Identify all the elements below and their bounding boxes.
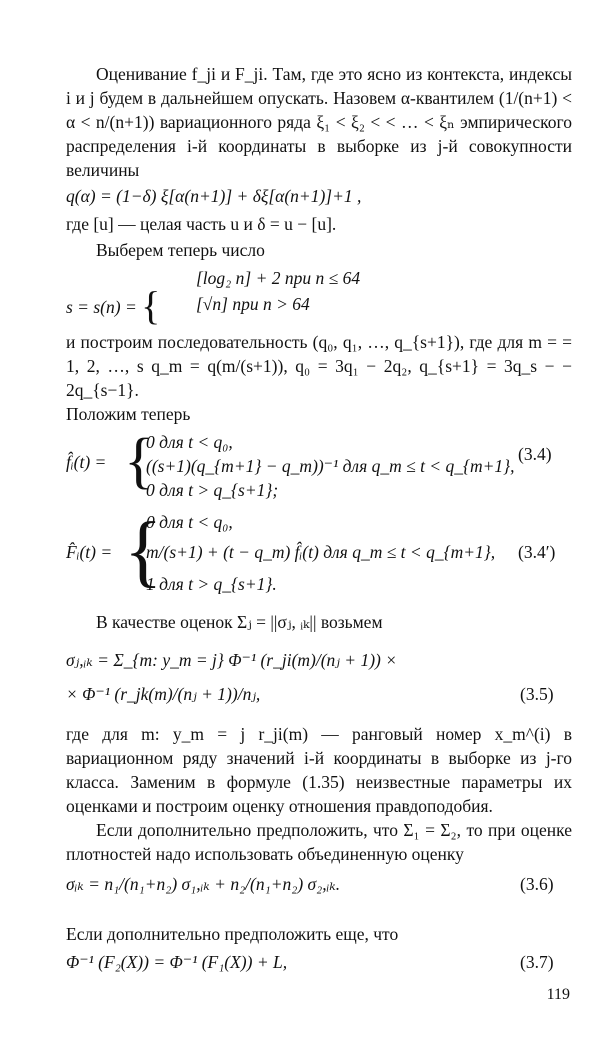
s-definition: s = s(n) = { [log₂ n] + 2 при n ≤ 64 [√n] при n > 64	[66, 268, 361, 328]
now-put-text: Положим теперь	[66, 404, 191, 424]
intro-paragraph	[66, 62, 572, 182]
rank-paragraph	[66, 722, 572, 866]
sequence-text: и построим последовательность (q₀, q₁, …, q_{s+1}), где для m = = 1, 2, …, s q_m = q(m/(s+1)), q₀ = 3q₁ − 2q₂, q_{s+1} = 3q_s − − 2q_{s−1}.	[66, 332, 572, 400]
sequence-paragraph	[66, 330, 572, 426]
eq34-lhs: f̂ᵢ(t) =	[66, 452, 107, 472]
page-number: 119	[546, 986, 570, 1003]
eq34p-lhs: F̂ᵢ(t) =	[66, 542, 113, 562]
eq34p-case1: 0 для t < q₀,	[146, 512, 233, 532]
integer-part-note: где [u] — целая часть u и δ = u − [u].	[66, 214, 337, 234]
quantile-formula: q(α) = (1−δ) ξ[α(n+1)] + δξ[α(n+1)]+1 ,	[66, 186, 362, 206]
eq34-case3: 0 для t > q_{s+1};	[146, 480, 279, 500]
eq35-number: (3.5)	[520, 684, 554, 704]
assumption-text: Если дополнительно предположить, что Σ₁ = Σ₂, то при оценке плотностей надо использовать объединенную оценку	[66, 820, 572, 864]
eq36-number: (3.6)	[520, 874, 554, 894]
rank-text: где для m: y_m = j r_ji(m) — ранговый номер x_m^(i) в вариационном ряду значений i-й координаты в выборке из j-го класса. Заменим в формуле (1.35) неизвестные параметры их оценками и построим оценку отношения правдоподобия.	[66, 724, 572, 816]
eq34p-case3: 1 для t > q_{s+1}.	[146, 574, 277, 594]
s-def-lhs: s = s(n) =	[66, 297, 137, 317]
eq34-number: (3.4)	[518, 444, 552, 464]
book-page: Оценивание f_ji и F_ji. Там, где это ясно из контекста, индексы i и j будем в дальнейшем опускать. Назовем α-квантилем (1/(n+1) < α < n/(n+1)) вариационного ряда ξ₁ < ξ₂ < < … < ξₙ эмпирического распределения i-й координаты в выборке из j-й совокупности величины q(α) = (1−δ) ξ[α(n+1)] + δξ[α(n+1)]+1 , где [u] — целая часть u и δ = u − [u]. Выберем теперь число s = s(n) = { [log₂ n] + 2 при n ≤ 64 [√n] при n > 64 и построим последовательность (q₀, q₁, …, q_{s+1}), где для m = = 1, 2, …, s q_m = q(m/(s+1)), q₀ = 3q₁ − 2q₂, q_{s+1} = 3q_s − − 2q_{s−1}. Положим теперь f̂ᵢ(t) = { 0 для t < q₀, ((s+1)(q_{m+1} − q_m))⁻¹ для q_m ≤ t < q_{m+1}, 0 для t > q_{s+1}; (3.4) F̂ᵢ(t) = { 0 для t < q₀, m/(s+1) + (t − q_m) f̂ᵢ(t) для q_m ≤ t < q_{m+1}, 1 для t > q_{s+1}. (3.4′) В качестве оценок Σⱼ = ||σⱼ, ᵢₖ|| возьмем σⱼ,ᵢₖ = Σ_{m: y_m = j} Φ⁻¹ (r_ji(m)/(nⱼ + 1)) × × Φ⁻¹ (r_jk(m)/(nⱼ + 1))/nⱼ, (3.5) где для m: y_m = j r_ji(m) — ранговый номер x_m^(i) в вариационном ряду значений i-й координаты в выборке из j-го класса. Заменим в формуле (1.35) неизвестные параметры их оценками и построим оценку отношения правдоподобия. Если дополнительно предположить, что Σ₁ = Σ₂, то при оценке плотностей надо использовать объединенную оценку σᵢₖ = n₁/(n₁+n₂) σ₁,ᵢₖ + n₂/(n₁+n₂) σ₂,ᵢₖ. (3.6) Если дополнительно предположить еще, что Φ⁻¹ (F₂(X)) = Φ⁻¹ (F₁(X)) + L, (3.7) 119	[66, 64, 572, 1003]
estimates-text: В качестве оценок Σⱼ = ||σⱼ, ᵢₖ|| возьмем	[96, 612, 383, 632]
equation-3-5-line2: × Φ⁻¹ (r_jk(m)/(nⱼ + 1))/nⱼ,	[66, 684, 261, 704]
eq34-case2: ((s+1)(q_{m+1} − q_m))⁻¹ для q_m ≤ t < q_{m+1},	[146, 456, 515, 476]
eq34-case1: 0 для t < q₀,	[146, 432, 233, 452]
further-assumption-text: Если дополнительно предположить еще, что	[66, 924, 399, 944]
s-def-case1: [log₂ n] + 2 при n ≤ 64	[196, 268, 361, 288]
equation-3-5-line1: σⱼ,ᵢₖ = Σ_{m: y_m = j} Φ⁻¹ (r_ji(m)/(nⱼ + 1)) ×	[66, 650, 398, 670]
intro-text: Оценивание f_ji и F_ji. Там, где это ясно из контекста, индексы i и j будем в дальнейшем опускать. Назовем α-квантилем (1/(n+1) < α < n/(n+1)) вариационного ряда ξ₁ < ξ₂ < < … < ξₙ эмпирического распределения i-й координаты в выборке из j-й совокупности величины	[66, 64, 572, 180]
s-def-case2: [√n] при n > 64	[196, 294, 310, 314]
choose-number-text: Выберем теперь число	[96, 240, 265, 260]
eq34p-number: (3.4′)	[518, 542, 556, 562]
equation-3-7: Φ⁻¹ (F₂(X)) = Φ⁻¹ (F₁(X)) + L,	[66, 952, 288, 972]
equation-3-6: σᵢₖ = n₁/(n₁+n₂) σ₁,ᵢₖ + n₂/(n₁+n₂) σ₂,ᵢₖ.	[66, 874, 341, 894]
eq37-number: (3.7)	[520, 952, 554, 972]
eq34p-case2: m/(s+1) + (t − q_m) f̂ᵢ(t) для q_m ≤ t < q_{m+1},	[146, 542, 496, 562]
